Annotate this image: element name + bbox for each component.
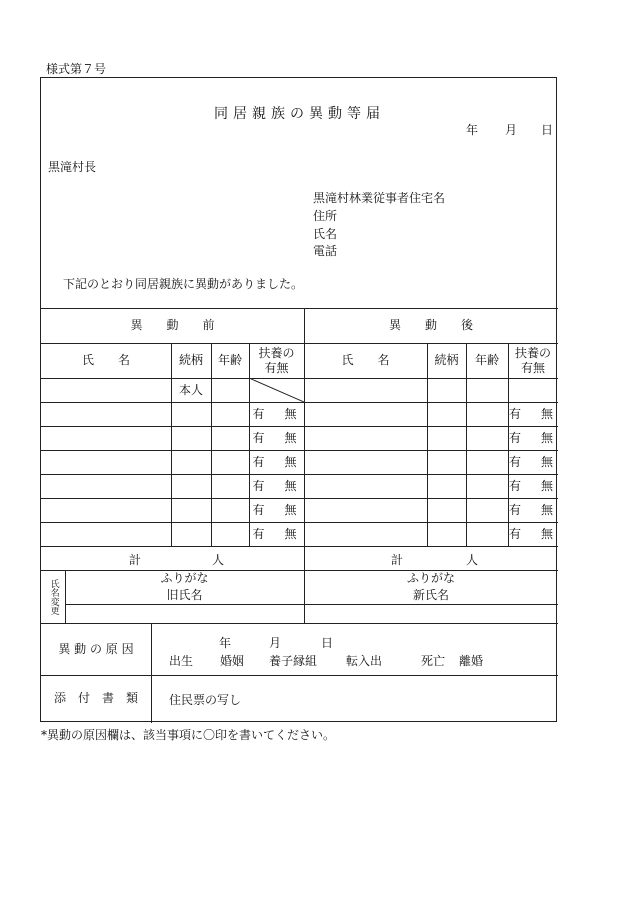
total-unit-before: 人 [212, 553, 225, 567]
dependent-option-after[interactable]: 有 無 [508, 406, 557, 421]
header-dependent-before: 扶養の 有無 [258, 346, 295, 375]
applicant-name-label: 氏名 [313, 227, 338, 241]
applicant-address-label: 住所 [313, 209, 338, 223]
name-change-label: 氏名変更 [48, 578, 59, 615]
reason-date-day: 日 [321, 636, 334, 650]
total-unit-after: 人 [466, 553, 479, 567]
before-section-header: 異 動 前 [130, 318, 215, 333]
old-name-label: 旧氏名 [166, 588, 203, 603]
form-title: 同居親族の異動等届 [214, 106, 385, 122]
dependent-option-before[interactable]: 有 無 [252, 454, 301, 469]
reason-date-month: 月 [269, 636, 282, 650]
header-relation-before: 続柄 [178, 353, 203, 368]
furigana-new-label: ふりがな [406, 571, 455, 586]
date-year: 年 [466, 123, 479, 137]
reason-date-year: 年 [219, 636, 232, 650]
applicant-heading: 黒滝村林業従事者住宅名 [313, 191, 446, 205]
new-name-label: 新氏名 [412, 588, 449, 603]
date-month: 月 [505, 123, 518, 137]
diagonal-slash [249, 378, 304, 402]
dependent-option-before[interactable]: 有 無 [252, 526, 301, 541]
dependent-option-before[interactable]: 有 無 [252, 478, 301, 493]
dependent-option-after[interactable]: 有 無 [508, 502, 557, 517]
dependent-option-before[interactable]: 有 無 [252, 502, 301, 517]
total-label-before: 計 [129, 553, 142, 567]
attachment-value: 住民票の写し [169, 693, 242, 707]
reason-label: 異 動 の 原 因 [58, 641, 134, 656]
header-name-before: 氏 名 [81, 353, 130, 368]
form-number: 様式第７号 [46, 62, 107, 76]
dependent-option-before[interactable]: 有 無 [252, 406, 301, 421]
addressee: 黒滝村長 [48, 160, 97, 174]
notice-text: 下記のとおり同居親族に異動がありました。 [63, 277, 304, 291]
dependent-option-after[interactable]: 有 無 [508, 454, 557, 469]
reason-option-birth[interactable]: 出生 [169, 654, 194, 668]
header-relation-after: 続柄 [434, 353, 459, 368]
name-change-inner-line [65, 604, 558, 605]
header-dependent-after: 扶養の 有無 [514, 346, 551, 375]
dependent-option-after[interactable]: 有 無 [508, 526, 557, 541]
furigana-old-label: ふりがな [160, 571, 209, 586]
reason-option-death[interactable]: 死亡 [421, 654, 446, 668]
dependent-option-after[interactable]: 有 無 [508, 430, 557, 445]
after-section-header: 異 動 後 [388, 318, 473, 333]
reason-option-marriage[interactable]: 婚姻 [220, 654, 245, 668]
applicant-phone-label: 電話 [313, 244, 338, 258]
total-label-after: 計 [391, 553, 404, 567]
header-age-after: 年齢 [474, 353, 499, 368]
row-line-7 [41, 546, 558, 547]
header-name-after: 氏 名 [341, 353, 390, 368]
dependent-option-after[interactable]: 有 無 [508, 478, 557, 493]
footnote: *異動の原因欄は、該当事項に〇印を書いてください。 [41, 728, 336, 742]
header-age-before: 年齢 [217, 353, 242, 368]
reason-option-divorce[interactable]: 離婚 [459, 654, 484, 668]
dependent-option-before[interactable]: 有 無 [252, 430, 301, 445]
attachment-label: 添 付 書 類 [53, 691, 138, 706]
reason-option-adoption[interactable]: 養子縁組 [269, 654, 318, 668]
date-day: 日 [541, 123, 554, 137]
form-frame [40, 77, 557, 722]
reason-option-move[interactable]: 転入出 [346, 654, 383, 668]
label-column-divider [151, 623, 152, 723]
self-relation-cell: 本人 [178, 382, 203, 397]
